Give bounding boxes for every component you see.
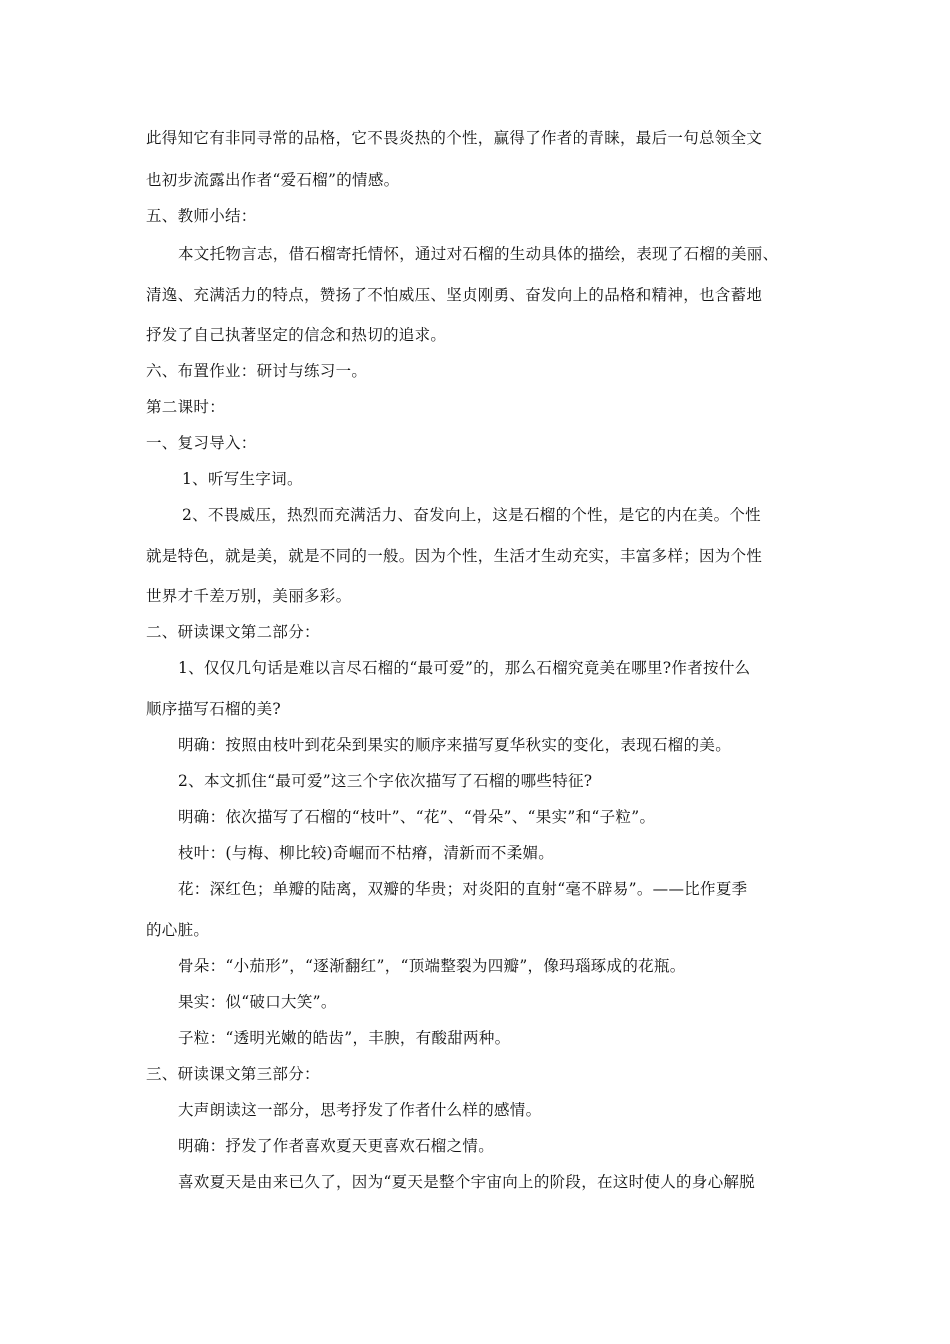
text-line: 此得知它有非同寻常的品格，它不畏炎热的个性，赢得了作者的青睐，最后一句总领全文 [146, 129, 763, 147]
text-line: 抒发了自己执著坚定的信念和热切的追求。 [146, 326, 447, 344]
text-line: 顺序描写石榴的美? [146, 700, 282, 718]
text-line: 世界才千差万别，美丽多彩。 [146, 587, 352, 605]
text-line: 清逸、充满活力的特点，赞扬了不怕威压、坚贞刚勇、奋发向上的品格和精神，也含蓄地 [146, 286, 763, 304]
text-line: 也初步流露出作者“爱石榴”的情感。 [146, 171, 400, 189]
text-line: 2、本文抓住“最可爱”这三个字依次描写了石榴的哪些特征? [178, 772, 593, 790]
text-line: 2、不畏威压，热烈而充满活力、奋发向上，这是石榴的个性，是它的内在美。个性 [182, 506, 761, 524]
text-line: 就是特色，就是美，就是不同的一般。因为个性，生活才生动充实，丰富多样；因为个性 [146, 547, 763, 565]
section-heading: 二、研读课文第二部分： [146, 623, 320, 641]
text-line: 本文托物言志，借石榴寄托情怀，通过对石榴的生动具体的描绘，表现了石榴的美丽、 [178, 245, 779, 263]
text-line: 1、听写生字词。 [182, 470, 303, 488]
text-line: 的心脏。 [146, 921, 210, 939]
text-line: 明确：抒发了作者喜欢夏天更喜欢石榴之情。 [178, 1137, 495, 1155]
text-line: 1、仅仅几句话是难以言尽石榴的“最可爱”的，那么石榴究竟美在哪里?作者按什么 [178, 659, 751, 677]
section-heading: 第二课时： [146, 398, 226, 416]
text-line: 明确：依次描写了石榴的“枝叶”、“花”、“骨朵”、“果实”和“子粒”。 [178, 808, 656, 826]
text-line: 喜欢夏天是由来已久了，因为“夏天是整个宇宙向上的阶段，在这时使人的身心解脱 [178, 1173, 756, 1191]
section-heading: 六、布置作业：研讨与练习一。 [146, 362, 368, 380]
text-line: 骨朵：“小茄形”，“逐渐翻红”，“顶端整裂为四瓣”，像玛瑙琢成的花瓶。 [178, 957, 686, 975]
section-heading: 三、研读课文第三部分： [146, 1065, 320, 1083]
text-line: 子粒：“透明光嫩的皓齿”，丰腴，有酸甜两种。 [178, 1029, 511, 1047]
text-line: 果实：似“破口大笑”。 [178, 993, 337, 1011]
section-heading: 五、教师小结： [146, 207, 257, 225]
text-line: 枝叶：(与梅、柳比较)奇崛而不枯瘠，清新而不柔媚。 [178, 844, 555, 862]
text-line: 明确：按照由枝叶到花朵到果实的顺序来描写夏华秋实的变化，表现石榴的美。 [178, 736, 732, 754]
text-line: 大声朗读这一部分，思考抒发了作者什么样的感情。 [178, 1101, 542, 1119]
section-heading: 一、复习导入： [146, 434, 257, 452]
text-line: 花：深红色；单瓣的陆离，双瓣的华贵；对炎阳的直射“毫不辟易”。——比作夏季 [178, 880, 748, 898]
